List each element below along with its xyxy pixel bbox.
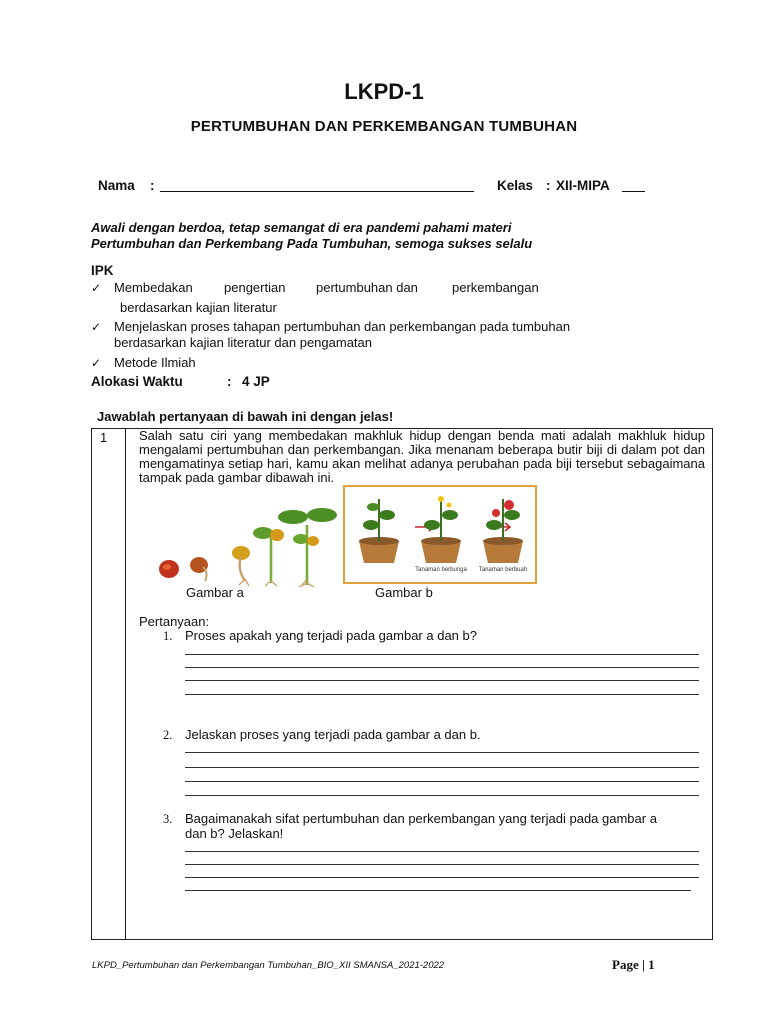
answer-line[interactable] — [185, 890, 691, 891]
question-3-number: 3. — [163, 812, 173, 826]
ipk-item2-line2: berdasarkan kajian literatur dan pengamatan — [114, 335, 373, 350]
allocation-label: Alokasi Waktu — [91, 374, 183, 389]
answer-line[interactable] — [185, 667, 699, 668]
question-2-text: Jelaskan proses yang terjadi pada gambar a dan b. — [185, 727, 481, 742]
image-label: Tanaman berbunga — [415, 567, 467, 573]
ipk-item1-word: pengertian — [224, 280, 286, 295]
caption-gambar-b: Gambar b — [375, 585, 433, 600]
answer-line[interactable] — [185, 877, 699, 878]
instruction: Jawablah pertanyaan di bawah ini dengan jelas! — [97, 409, 394, 424]
intro-line: Pertumbuhan dan Perkembang Pada Tumbuhan, semoga sukses selalu — [91, 236, 533, 251]
name-label: Nama — [98, 178, 135, 193]
ipk-item1-word: Membedakan — [114, 280, 193, 295]
page-separator: | — [641, 957, 645, 972]
question-3-text-line1: Bagaimanakah sifat pertumbuhan dan perkembangan yang terjadi pada gambar a — [185, 811, 657, 826]
answer-line[interactable] — [185, 694, 699, 695]
class-colon: : — [546, 178, 551, 193]
class-value: XII-MIPA — [556, 178, 610, 193]
answer-line[interactable] — [185, 851, 699, 852]
page-title: LKPD-1 — [344, 79, 424, 104]
question-number: 1 — [100, 430, 108, 445]
name-colon: : — [150, 178, 155, 193]
questions-label: Pertanyaan: — [139, 614, 210, 629]
ipk-item3: Metode Ilmiah — [114, 355, 196, 370]
question-2-number: 2. — [163, 728, 173, 742]
answer-line[interactable] — [185, 752, 699, 753]
allocation-colon: : — [227, 374, 232, 389]
intro-text — [91, 220, 711, 252]
name-blank-line[interactable] — [160, 191, 474, 192]
check-icon: ✓ — [91, 320, 102, 334]
page-number: 1 — [648, 957, 655, 972]
answer-line[interactable] — [185, 654, 699, 655]
potted-plants-illustration — [343, 485, 537, 584]
page-label: Page — [612, 957, 639, 972]
ipk-label: IPK — [91, 263, 114, 278]
answer-line[interactable] — [185, 781, 699, 782]
page-indicator — [612, 957, 655, 973]
answer-line[interactable] — [185, 767, 699, 768]
answer-line[interactable] — [185, 795, 699, 796]
ipk-item1-line2: berdasarkan kajian literatur — [120, 300, 277, 315]
class-blank-line[interactable] — [622, 191, 645, 192]
question-3-text-line2: dan b? Jelaskan! — [185, 826, 284, 841]
germination-illustration — [155, 495, 340, 587]
answer-line[interactable] — [185, 864, 699, 865]
caption-gambar-a: Gambar a — [186, 585, 244, 600]
check-icon: ✓ — [91, 356, 102, 370]
ipk-item1-word: perkembangan — [452, 280, 539, 295]
image-label: Tanaman berbuah — [478, 567, 528, 573]
ipk-item1-word: pertumbuhan dan — [316, 280, 418, 295]
allocation-value: 4 JP — [242, 374, 270, 389]
question-1-number: 1. — [163, 629, 173, 643]
answer-line[interactable] — [185, 680, 699, 681]
intro-line: Awali dengan berdoa, tetap semangat di era pandemi pahami materi — [91, 220, 512, 235]
class-label: Kelas — [497, 178, 534, 193]
question-stimulus: Salah satu ciri yang membedakan makhluk hidup dengan benda mati adalah makhluk hidup mengalami pertumbuhan dan perkembangan. Jika menanam beberapa butir biji di dalam pot dan mengamatinya setiap hari, kamu akan melihat adanya perubahan pada biji tersebut sebagaimana tampak pada gambar dibawah ini. — [139, 428, 705, 485]
footer-text: LKPD_Pertumbuhan dan Perkembangan Tumbuhan_BIO_XII SMANSA_2021-2022 — [92, 960, 445, 971]
check-icon: ✓ — [91, 281, 102, 295]
ipk-item2-line1: Menjelaskan proses tahapan pertumbuhan dan perkembangan pada tumbuhan — [114, 319, 571, 334]
page-subtitle: PERTUMBUHAN DAN PERKEMBANGAN TUMBUHAN — [190, 118, 578, 135]
table-column-divider — [125, 428, 126, 940]
question-1-text: Proses apakah yang terjadi pada gambar a dan b? — [185, 628, 477, 643]
